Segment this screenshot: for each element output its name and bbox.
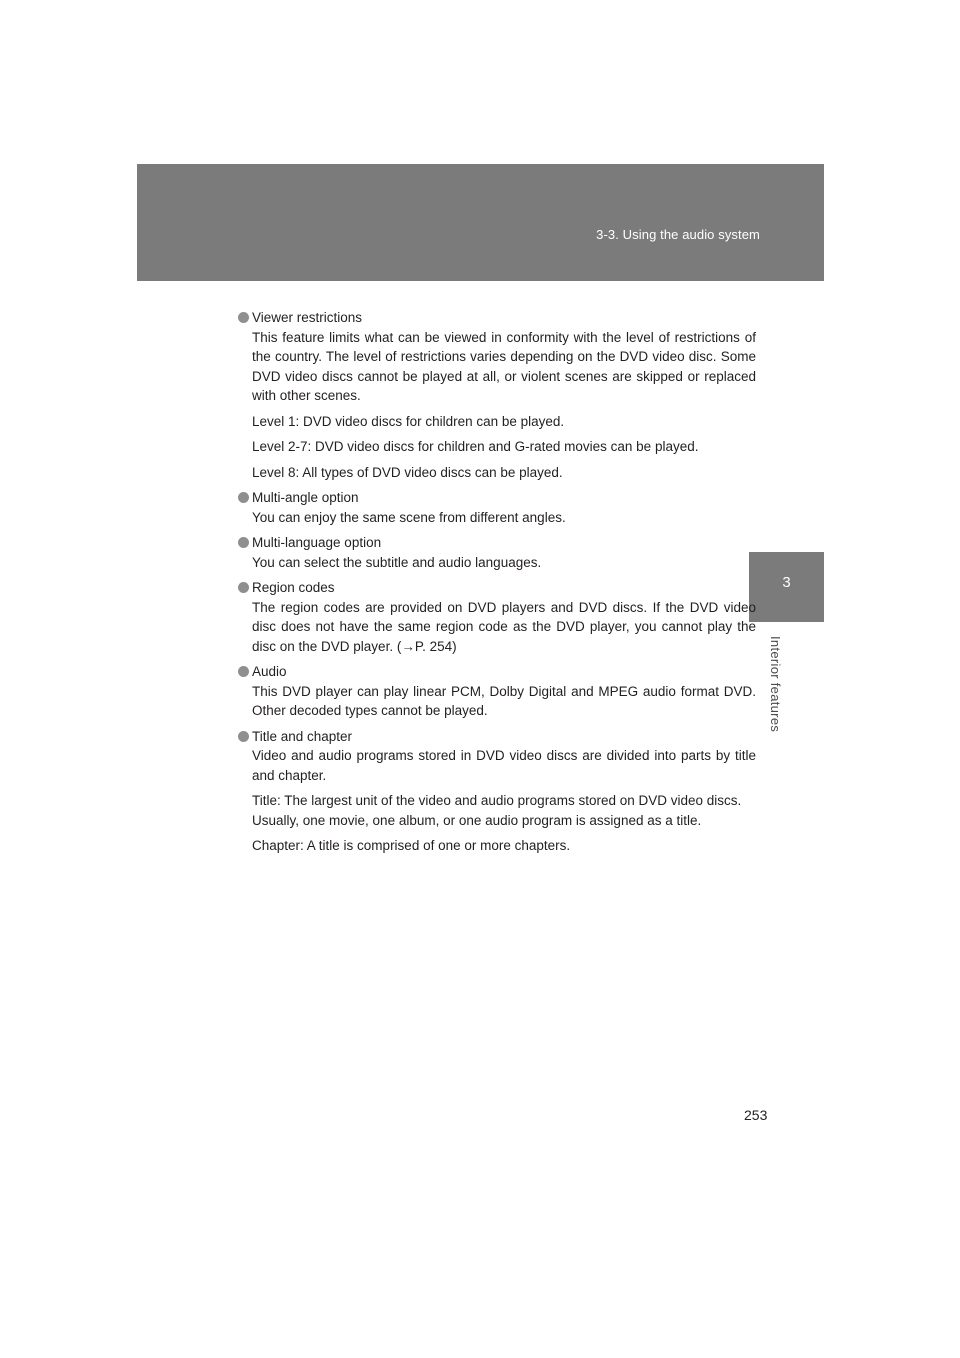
item-body: You can enjoy the same scene from different angles. — [252, 509, 566, 525]
item-title: Audio — [252, 664, 287, 679]
item-body: This feature limits what can be viewed in conformity with the level of restrictions of the country. The level of restrictions varies depending on the DVD video disc. Some DVD video discs cannot be played at all, or violent scenes are skipped or replaced with other scenes. — [252, 329, 756, 403]
bullet-icon — [238, 312, 249, 323]
chapter-label-text: Interior features — [768, 636, 783, 733]
bullet-icon — [238, 582, 249, 593]
item-detail: Level 2-7: DVD video discs for children and G-rated movies can be played. — [252, 439, 699, 454]
list-item — [236, 727, 756, 856]
chapter-number: 3 — [782, 574, 791, 591]
bullet-icon — [238, 666, 249, 677]
item-title: Viewer restrictions — [252, 310, 363, 325]
list-item — [236, 662, 756, 721]
item-title: Multi-language option — [252, 535, 382, 550]
item-body: The region codes are provided on DVD players and DVD discs. If the DVD video disc does not have the same region code as the DVD player, you cannot play the disc on the DVD player. (→P. 254) — [252, 599, 756, 654]
bullet-icon — [238, 537, 249, 548]
bullet-icon — [238, 731, 249, 742]
item-detail: Level 1: DVD video discs for children can be played. — [252, 413, 565, 429]
list-item — [236, 533, 756, 572]
chapter-label — [767, 636, 787, 746]
list-item — [236, 308, 756, 482]
chapter-tab — [749, 552, 824, 622]
item-body: You can select the subtitle and audio languages. — [252, 554, 542, 570]
item-detail: Title: The largest unit of the video and audio programs stored on DVD video discs. Usually, one movie, one album, or one audio program is assigned as a title. — [252, 793, 742, 828]
item-title: Multi-angle option — [252, 490, 359, 505]
content-list — [236, 308, 756, 862]
item-body: Video and audio programs stored in DVD video discs are divided into parts by title and chapter. — [252, 748, 756, 783]
page-number: 253 — [744, 1107, 768, 1123]
list-item — [236, 488, 756, 527]
item-title: Region codes — [252, 580, 335, 595]
section-title: 3-3. Using the audio system — [596, 227, 760, 242]
section-header-band — [137, 164, 824, 281]
item-detail: Level 8: All types of DVD video discs can be played. — [252, 464, 563, 480]
bullet-icon — [238, 492, 249, 503]
item-title: Title and chapter — [252, 728, 353, 744]
item-detail: Chapter: A title is comprised of one or more chapters. — [252, 838, 571, 853]
item-body: This DVD player can play linear PCM, Dolby Digital and MPEG audio format DVD. Other decoded types cannot be played. — [252, 683, 756, 718]
list-item — [236, 578, 756, 656]
